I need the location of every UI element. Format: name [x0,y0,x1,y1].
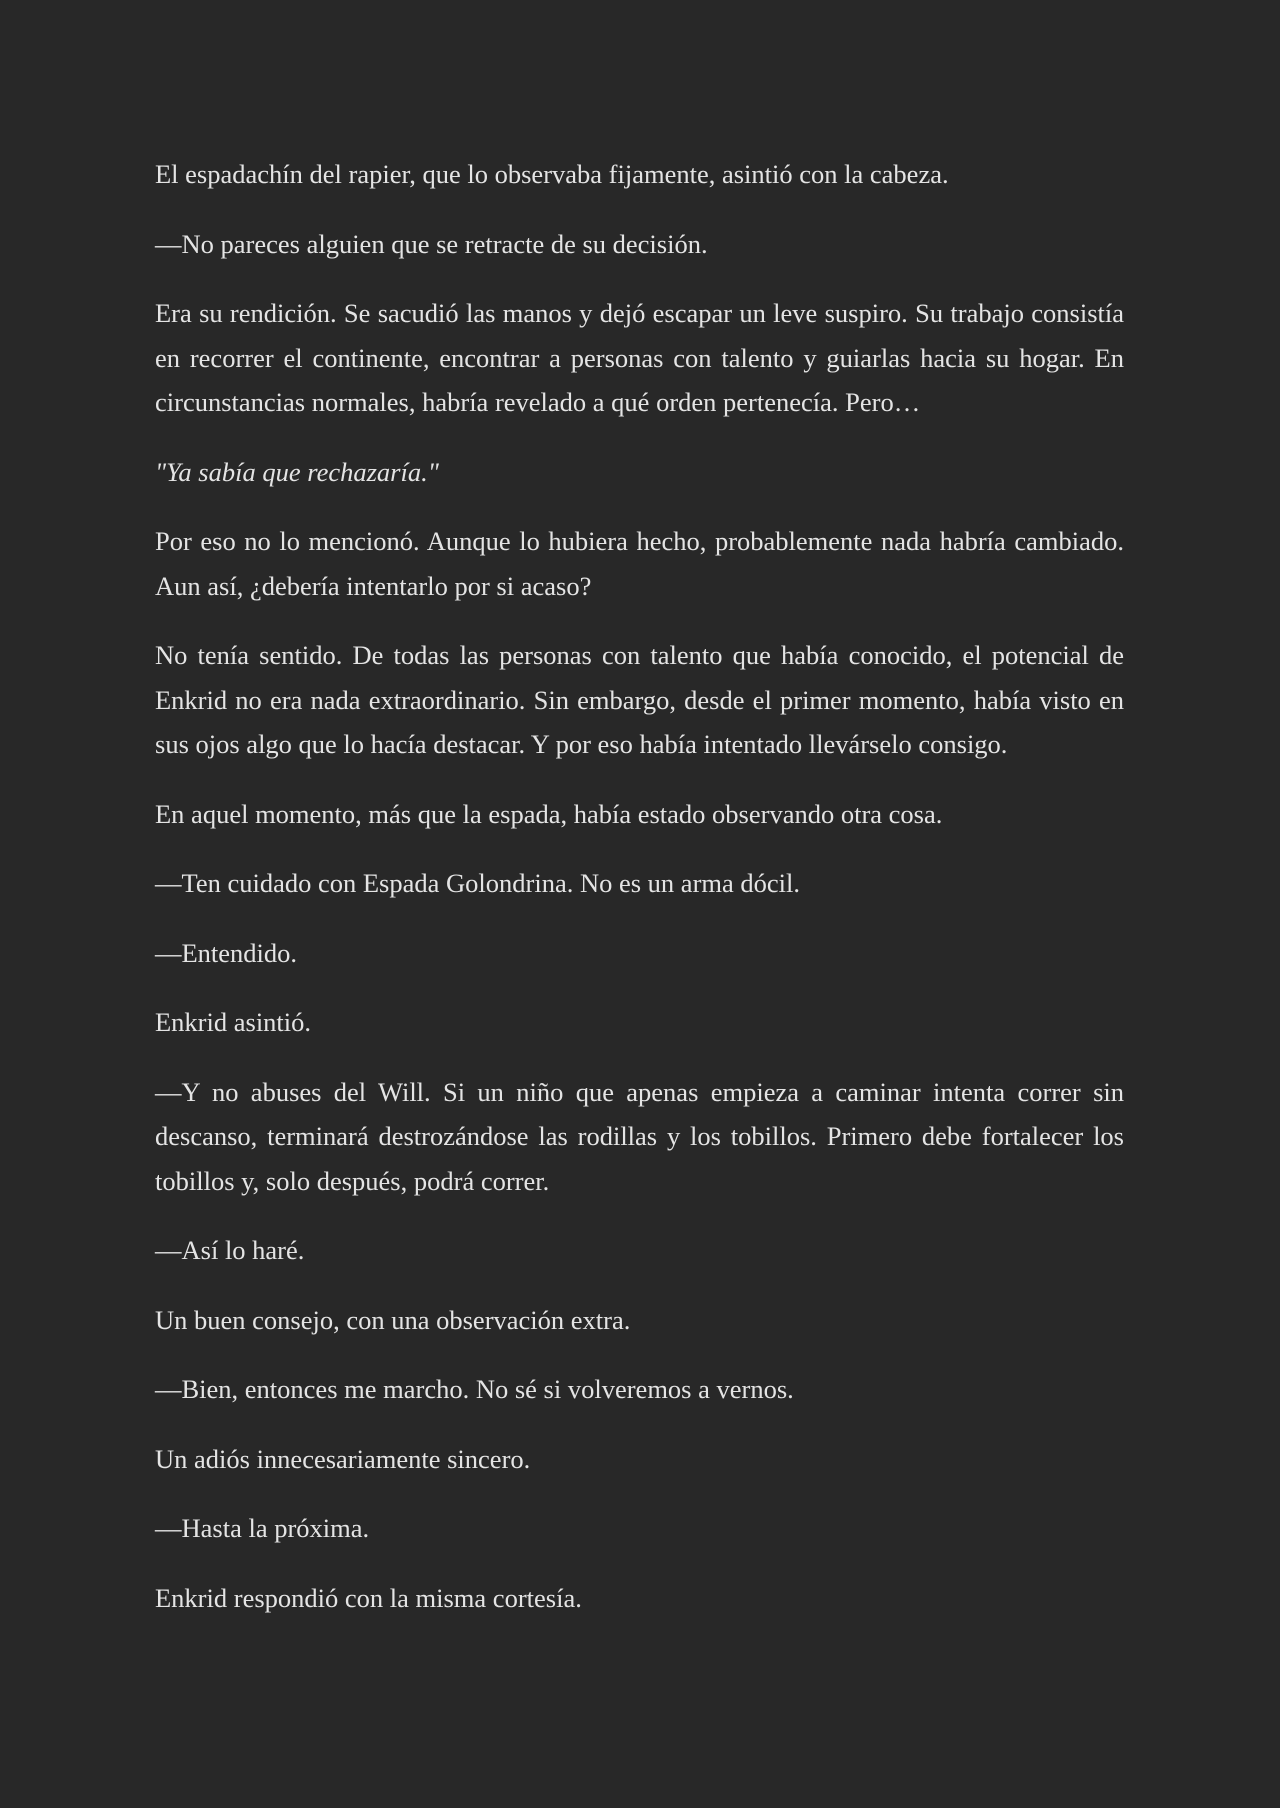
chapter-text [155,152,1124,1645]
paragraph: —No pareces alguien que se retracte de su decisión. [155,228,708,259]
paragraph: Enkrid asintió. [155,1007,312,1037]
paragraph: "Ya sabía que rechazaría." [155,456,439,487]
paragraph: —Bien, entonces me marcho. No sé si volveremos a vernos. [155,1374,794,1404]
paragraph: Un adiós innecesariamente sincero. [155,1443,531,1474]
paragraph: —Así lo haré. [155,1235,305,1265]
paragraph: En aquel momento, más que la espada, había estado observando otra cosa. [155,798,943,829]
paragraph: Por eso no lo mencionó. Aunque lo hubiera hecho, probablemente nada habría cambiado. Aun así, ¿debería intentarlo por si acaso? [155,526,1124,601]
paragraph: No tenía sentido. De todas las personas con talento que había conocido, el potencial de Enkrid no era nada extraordinario. Sin embargo, desde el primer momento, había visto en sus ojos algo que lo hacía destacar. Y por eso había intentado llevárselo consigo. [155,640,1124,759]
paragraph: —Ten cuidado con Espada Golondrina. No es un arma dócil. [155,868,801,898]
paragraph: —Entendido. [155,937,298,968]
paragraph: —Hasta la próxima. [155,1513,370,1543]
paragraph: Era su rendición. Se sacudió las manos y dejó escapar un leve suspiro. Su trabajo consistía en recorrer el continente, encontrar a personas con talento y guiarlas hacia su hogar. En circunstancias normales, habría revelado a qué orden pertenecía. Pero… [155,298,1124,417]
paragraph: Un buen consejo, con una observación extra. [155,1304,631,1335]
paragraph: —Y no abuses del Will. Si un niño que apenas empieza a caminar intenta correr sin descanso, terminará destrozándose las rodillas y los tobillos. Primero debe fortalecer los tobillos y, solo después, podrá correr. [155,1076,1124,1196]
paragraph: Enkrid respondió con la misma cortesía. [155,1582,582,1613]
paragraph: El espadachín del rapier, que lo observaba fijamente, asintió con la cabeza. [155,159,949,189]
